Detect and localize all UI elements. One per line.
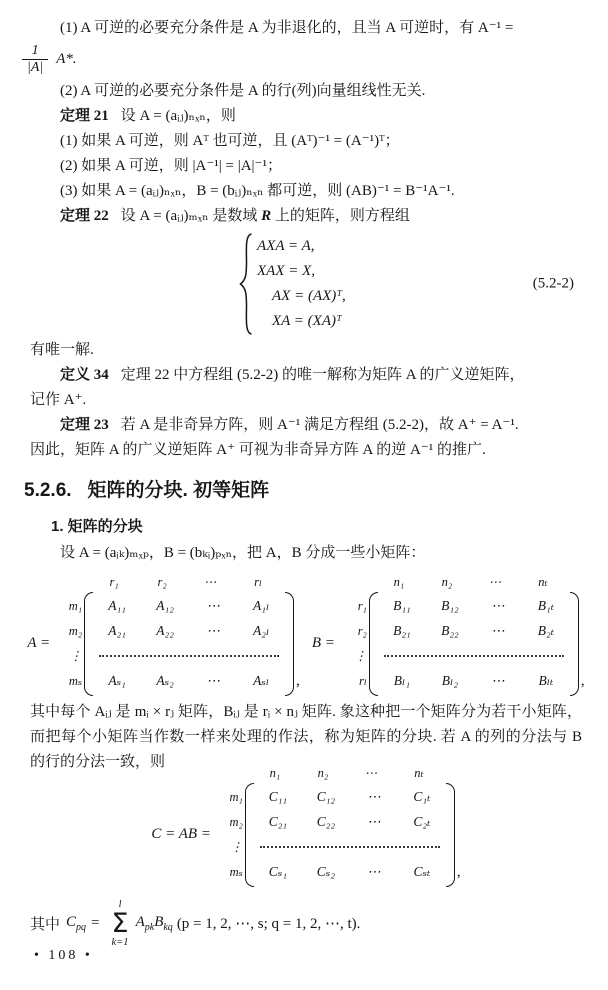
matrix-cell: C₁ₜ [413,789,431,805]
left-brace-icon [238,232,253,336]
matrix-a-main [56,592,294,696]
row-label: m₂ [229,814,243,829]
section-title: 矩阵的分块. 初等矩阵 [87,479,270,501]
matrix-a-suffix: , [296,672,300,689]
matrix-c-suffix: , [456,863,461,880]
page-number: • 108 • [34,948,93,963]
equation-line-2: XAX = X, [257,262,316,279]
matrix-dots-row [99,655,279,657]
matrix-cell: A₂ₗ [253,623,270,639]
fraction-denominator: |A| [22,59,48,77]
matrix-cell: C₂ₜ [413,814,431,830]
theorem-22-label: 定理 22 [60,207,109,224]
matrix-cell: A₁₁ [108,598,126,614]
equation-line-4: XA = (XA)ᵀ [272,312,342,329]
matrix-a-entries [93,592,285,696]
row-label: mₛ [68,674,83,689]
paragraph-item2: (2) A 可逆的必要充分条件是 A 的行(列)向量组线性无关. [60,82,426,99]
equation-line-3: AX = (AX)ᵀ, [272,287,346,304]
matrix-cell: Cₛₜ [413,864,431,880]
equals-sign: = [91,914,100,931]
matrix-cell: Aₛ₂ [156,673,174,689]
fraction [22,43,48,78]
matrix-c-body [217,763,455,887]
col-label: r₂ [157,574,167,589]
row-label: rₗ [359,674,367,689]
row-label: m₂ [68,623,83,638]
theorem-23-label: 定理 23 [60,416,109,433]
matrix-cell: ⋯ [491,673,505,689]
right-paren [570,592,579,696]
fraction-numerator: 1 [31,42,39,58]
matrix-cell: Bₗₜ [538,673,554,689]
theorem-22-text-post: 上的矩阵，则方程组 [271,207,410,224]
row-label: r₂ [357,623,367,638]
row-label: m₁ [229,789,243,804]
right-paren [285,592,294,696]
equation-tag: (5.2-2) [532,275,574,292]
matrix-dots-row [384,655,564,657]
formula-c-term: $C_{pq}$ [66,913,87,933]
formula-block-product [30,899,582,948]
matrix-cell: ⋯ [491,598,505,614]
matrix-cell: Aₛₗ [253,673,270,689]
matrix-b-body [341,572,579,696]
matrix-cell: Aₛ₁ [108,673,126,689]
matrix-a-column-labels [90,572,294,592]
matrix-b [312,572,585,696]
theorem-21-item-2: (2) 如果 A 可逆，则 |A⁻¹| = |A|⁻¹； [60,157,282,174]
matrix-cell: ⋯ [367,789,381,805]
left-paren [369,592,378,696]
paragraph-partition-intro: 设 A = (aᵢₖ)ₘₓₚ，B = (bₖᵢ)ₚₓₙ，把 A，B 分成一些小矩阵： [60,544,426,561]
matrix-b-main [341,592,579,696]
theorem-21-item-1: (1) 如果 A 可逆，则 Aᵀ 也可逆，且 (Aᵀ)⁻¹ = (A⁻¹)ᵀ； [60,132,400,149]
matrix-cell: B₂ₜ [537,623,555,639]
col-label: r₁ [109,574,119,589]
paragraph-partition-explain: 其中每个 Aᵢⱼ 是 mᵢ × rⱼ 矩阵，Bᵢⱼ 是 rᵢ × nⱼ 矩阵. 象这种把一个矩阵分为若干小矩阵，而把每个小矩阵当作数一样来处理的作法，称为矩阵的分块. 若 A 的列的分法与 B 的行的分法一致，则 [30,703,582,770]
col-label: ⋯ [364,765,378,780]
right-paren [446,783,455,887]
matrix-b-entries [378,592,570,696]
formula-conditions: (p = 1, 2, ⋯, s; q = 1, 2, ⋯, t). [176,915,361,932]
row-label: m₁ [68,598,83,613]
matrix-a-lhs: A = [27,635,51,652]
matrix-cell: B₁₁ [393,598,411,614]
row-label: mₛ [229,865,243,880]
theorem-23-text: 若 A 是非奇异方阵，则 A⁻¹ 满足方程组 (5.2-2)，故 A⁺ = A⁻¹. [120,416,519,433]
matrix-c-row [30,763,582,887]
equation-system-body [238,232,582,336]
matrix-a-body [56,572,294,696]
matrix-b-column-labels [375,572,579,592]
section-heading [24,475,582,502]
left-paren [245,783,254,887]
matrix-cell: A₂₁ [108,623,126,639]
matrix-c-column-labels [251,763,455,783]
matrix-dots-row [260,846,440,848]
matrix-cell: B₁₂ [441,598,459,614]
col-label: n₁ [269,765,281,780]
matrix-cell: Bₗ₁ [393,673,411,689]
section-number: 5.2.6. [24,479,72,501]
definition-34-label: 定义 34 [60,366,109,383]
matrix-c [151,763,460,887]
matrix-a-row-labels [56,592,84,696]
matrix-cell: C₁₁ [268,789,288,805]
left-paren [84,592,93,696]
matrix-c-entries [254,783,446,887]
matrix-cell: ⋯ [206,598,220,614]
row-label: ⋮ [354,649,367,664]
matrices-a-b-row [27,572,585,696]
subsection-heading: 1. 矩阵的分块 [51,517,143,535]
matrix-cell: C₁₂ [316,789,336,805]
matrix-cell: ⋯ [206,673,220,689]
matrix-cell: A₂₂ [156,623,174,639]
theorem-22-text-pre: 设 A = (aᵢⱼ)ₘₓₙ 是数域 [120,207,262,224]
matrix-cell: A₁ₗ [253,598,270,614]
equation-system-5-2-2 [30,232,582,336]
theorem-21-label: 定理 21 [60,107,109,124]
theorem-23 [30,413,582,438]
formula-a-term: $A_{pk}$ [135,913,155,933]
matrix-cell: Cₛ₂ [316,864,336,880]
col-label: n₂ [441,574,453,589]
row-label: ⋮ [69,649,83,664]
matrix-cell: B₁ₜ [537,598,555,614]
theorem-21-item-3: (3) 如果 A = (aᵢⱼ)ₙₓₙ，B = (bᵢⱼ)ₙₓₙ 都可逆，则 (AB)⁻¹ = B⁻¹A⁻¹. [60,182,455,199]
col-label: ⋯ [203,574,217,589]
row-label: r₁ [357,598,367,613]
matrix-cell: B₂₂ [441,623,459,639]
summation-symbol [112,899,129,948]
matrix-cell: ⋯ [367,814,381,830]
col-label: n₂ [317,765,329,780]
matrix-cell: B₂₁ [393,623,411,639]
col-label: rₗ [254,574,263,589]
col-label: n₁ [393,574,405,589]
sum-upper-limit: l [118,898,122,910]
matrix-cell: ⋯ [367,864,381,880]
sum-lower-limit: k=1 [111,936,129,948]
theorem-21-intro: 设 A = (aᵢⱼ)ₙₓₙ，则 [120,107,236,124]
theorem-21 [30,104,582,129]
matrix-c-main [217,783,455,887]
equation-line-1: AXA = A, [257,237,315,254]
matrix-cell: ⋯ [206,623,220,639]
col-label: ⋯ [488,574,502,589]
definition-34-continued: 记作 A⁺. [30,391,87,408]
definition-34 [30,363,582,388]
matrix-a [27,572,300,696]
matrix-cell: Cₛ₁ [268,864,288,880]
fraction-suffix: A*. [56,51,77,68]
formula-b-term: $B_{kq}$ [154,913,173,933]
paragraph-item1: (1) A 可逆的必要充分条件是 A 为非退化的，且当 A 可逆时，有 A⁻¹ = [60,20,514,36]
matrix-c-lhs: C = AB = [151,826,211,843]
matrix-cell: ⋯ [491,623,505,639]
matrix-b-lhs: B = [311,635,335,652]
fraction-line [22,41,582,79]
row-label: ⋮ [230,840,243,855]
matrix-b-suffix: , [580,672,585,689]
matrix-c-row-labels [217,783,245,887]
equation-lines [257,234,346,334]
sigma-icon: Σ [111,907,129,939]
matrix-cell: C₂₂ [316,814,336,830]
col-label: nₜ [538,574,548,589]
formula-prefix: 其中 [30,916,61,933]
paragraph-unique-solution: 有唯一解. [30,341,94,358]
matrix-cell: A₁₂ [156,598,174,614]
matrix-cell: Bₗ₂ [441,673,459,689]
matrix-cell: C₂₁ [268,814,288,830]
definition-34-text: 定理 22 中方程组 (5.2-2) 的唯一解称为矩阵 A 的广义逆矩阵， [120,366,525,383]
theorem-22 [30,204,582,229]
col-label: nₜ [414,765,424,780]
matrix-b-row-labels [341,592,369,696]
theorem-23-continued: 因此，矩阵 A 的广义逆矩阵 A⁺ 可视为非奇异方阵 A 的逆 A⁻¹ 的推广. [30,441,486,458]
number-field-R: R [261,207,272,224]
